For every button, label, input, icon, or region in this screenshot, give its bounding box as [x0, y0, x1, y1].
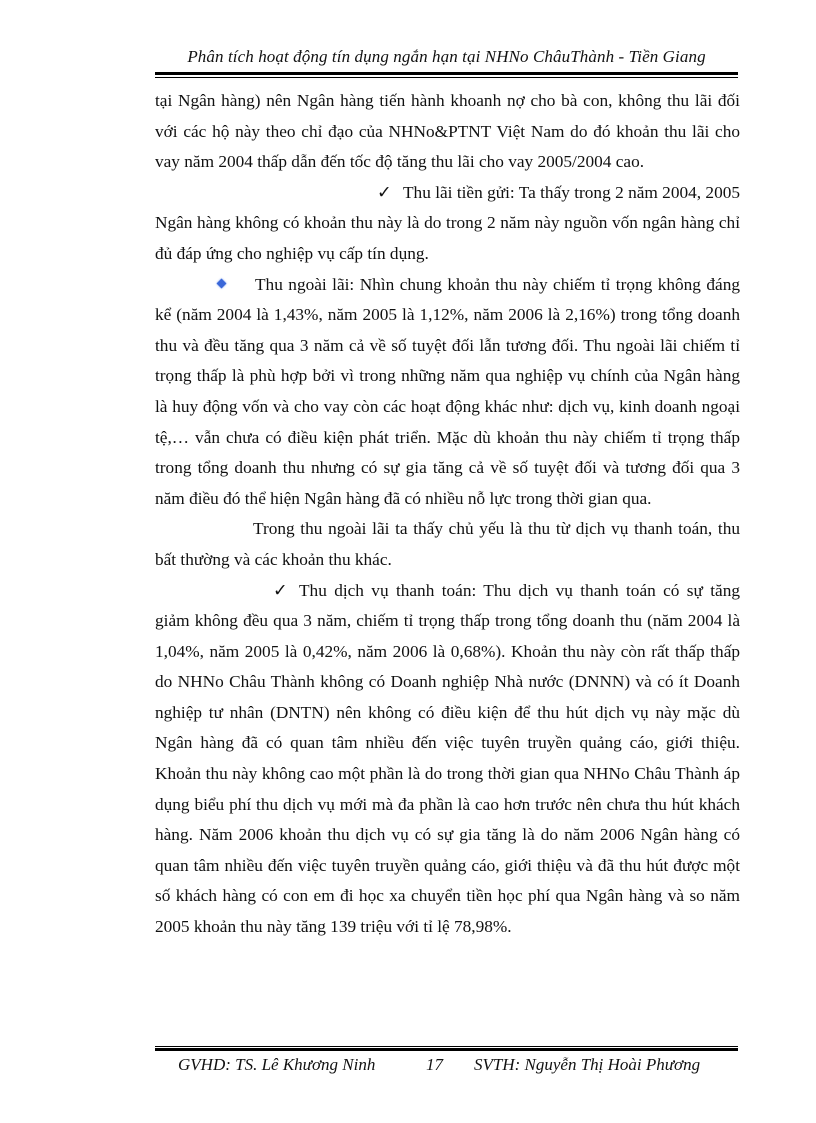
footer-advisor: GVHD: TS. Lê Khương Ninh [178, 1055, 376, 1074]
page-header-title: Phân tích hoạt động tín dụng ngắn hạn tại NHNo ChâuThành - Tiền Giang [187, 47, 706, 66]
paragraph-thu-ngoai-lai-intro: Trong thu ngoài lãi ta thấy chủ yếu là thu từ dịch vụ thanh toán, thu bất thường và các khoản thu khác. [155, 519, 740, 569]
checkmark-icon: ✓ [377, 182, 392, 202]
checkmark-icon: ✓ [273, 580, 288, 600]
paragraph-lai-tien-gui: ✓ Thu lãi tiền gửi: Ta thấy trong 2 năm 2004, 2005 Ngân hàng không có khoản thu này là do trong 2 năm này nguồn vốn ngân hàng chỉ đủ đáp ứng cho nghiệp vụ cấp tín dụng. [155, 178, 740, 270]
header-divider [155, 72, 738, 75]
footer-student: SVTH: Nguyễn Thị Hoài Phương [474, 1055, 701, 1074]
page-number: 17 [426, 1055, 443, 1074]
diamond-bullet-icon [217, 278, 227, 288]
paragraph-thu-ngoai-lai: Thu ngoài lãi: Nhìn chung khoản thu này chiếm tỉ trọng không đáng kể (năm 2004 là 1,43%, năm 2005 là 1,12%, năm 2006 là 2,16%) trong tổng doanh thu và đều tăng qua 3 năm cả về số tuyệt đối lẫn tương đối. Thu ngoài lãi chiếm tỉ trọng thấp là phù hợp bởi vì trong những năm qua nghiệp vụ chính của Ngân hàng là huy động vốn và cho vay còn các hoạt động khác như: dịch vụ, kinh doanh ngoại tệ,… vẫn chưa có điều kiện phát triển. Mặc dù khoản thu này chiếm tỉ trọng thấp trong tổng doanh thu nhưng có sự gia tăng cả về số tuyệt đối và tương đối qua 3 năm điều đó thể hiện Ngân hàng đã có nhiều nỗ lực trong thời gian qua. [155, 274, 740, 508]
document-body [155, 86, 740, 943]
paragraph-lai-cho-vay: tại Ngân hàng) nên Ngân hàng tiến hành khoanh nợ cho bà con, không thu lãi đối với các hộ này theo chỉ đạo của NHNo&PTNT Việt Nam do đó khoản thu lãi cho vay năm 2004 thấp dẫn đến tốc độ tăng thu lãi cho vay 2005/2004 cao. [155, 91, 740, 172]
footer-divider [155, 1046, 738, 1047]
paragraph-dich-vu-thanh-toan: ✓ Thu dịch vụ thanh toán: Thu dịch vụ thanh toán có sự tăng giảm không đều qua 3 năm, chiếm tỉ trọng thấp trong tổng doanh thu (năm 2004 là 1,04%, năm 2005 là 0,42%, năm 2006 là 0,68%). Khoản thu này còn rất thấp thấp do NHNo Châu Thành không có Doanh nghiệp Nhà nước (DNNN) và có ít Doanh nghiệp tư nhân (DNTN) nên không có điều kiện để thu hút dịch vụ này mặc dù Ngân hàng đã có quan tâm nhiều đến việc tuyên truyền quảng cáo, giới thiệu. Khoản thu này không cao một phần là do trong thời gian qua NHNo Châu Thành áp dụng biểu phí thu dịch vụ mới mà đa phần là cao hơn trước nên chưa thu hút khách hàng. Năm 2006 khoản thu dịch vụ có sự gia tăng là do năm 2006 Ngân hàng có quan tâm nhiều đến việc tuyên truyền quảng cáo, giới thiệu và đã thu hút được một số khách hàng có con em đi học xa chuyển tiền học phí qua Ngân hàng và so năm 2005 khoản thu này tăng 139 triệu với tỉ lệ 78,98%. [155, 576, 740, 943]
